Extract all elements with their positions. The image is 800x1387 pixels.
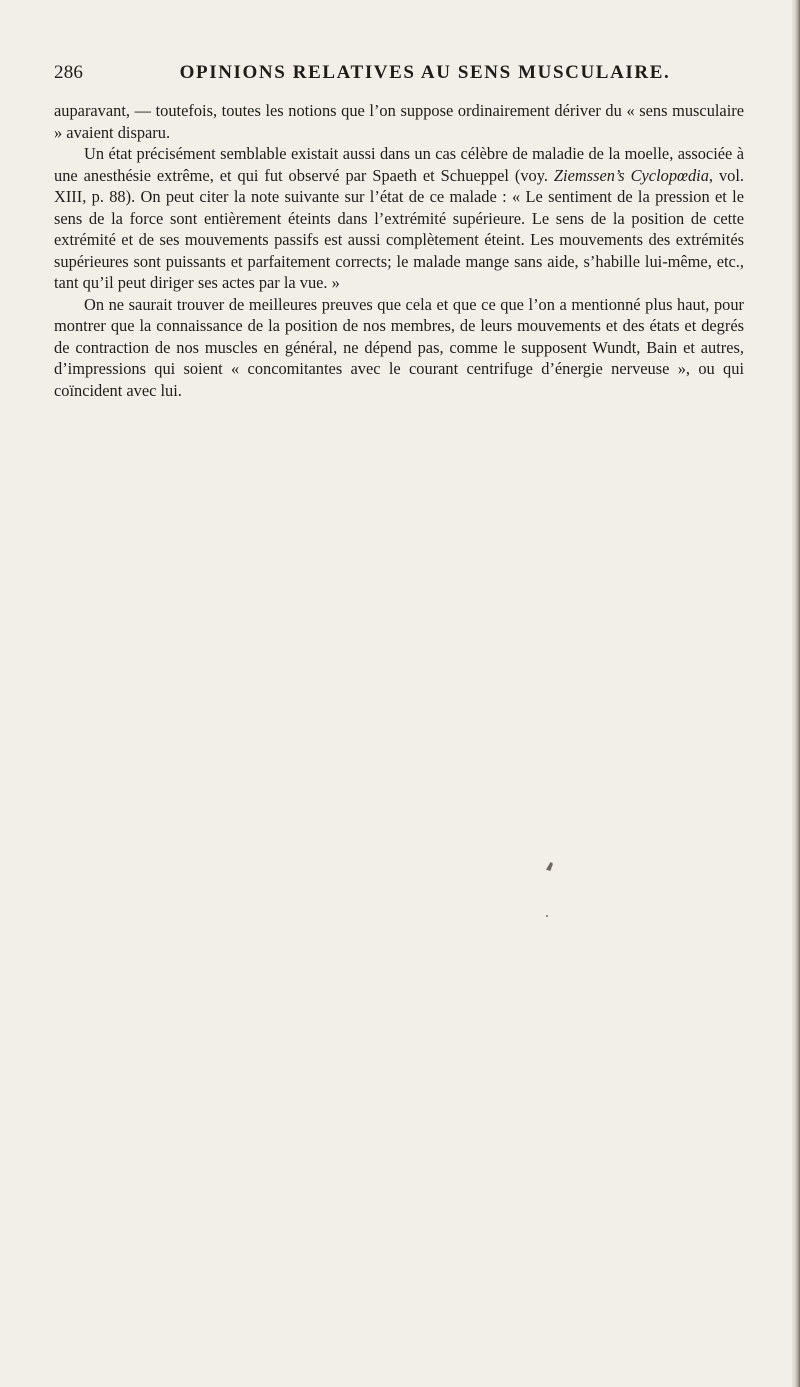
page-number: 286 bbox=[54, 62, 84, 83]
page-edge-shadow bbox=[792, 0, 800, 1387]
running-header bbox=[54, 62, 744, 86]
paragraph-2-before-citation: Un état précisément semblable existait aussi dans un cas célèbre de maladie de la moelle, associée à une anesthésie extrême, et qui fut observé par Spaeth et Schueppel (voy. bbox=[54, 144, 744, 185]
chapter-title: OPINIONS RELATIVES AU SENS MUSCULAIRE. bbox=[179, 62, 671, 83]
paragraph-2-after-citation: , vol. XIII, p. 88). On peut citer la note suivante sur l’état de ce malade : « Le sentiment de la pression et le sens de la force sont entièrement éteints dans l’extrémité supérieure. Le sens de la position de cette extrémité et de ses mouvements passifs est aussi complètement éteint. Les mouvements des extrémités supérieures sont puissants et parfaitement corrects; le malade mange sans aide, s’habille lui-même, etc., tant qu’il peut diriger ses actes par la vue. » bbox=[54, 165, 744, 292]
paper-speck bbox=[546, 915, 548, 917]
ink-mark bbox=[546, 862, 553, 871]
paragraph-1: auparavant, — toutefois, toutes les notions que l’on suppose ordinairement dériver du « sens musculaire » avaient disparu. bbox=[54, 101, 744, 142]
body-text bbox=[54, 100, 744, 401]
citation-title: Ziemssen’s Cyclopœdia bbox=[553, 165, 709, 185]
paragraph-3: On ne saurait trouver de meilleures preuves que cela et que ce que l’on a mentionné plus haut, pour montrer que la connaissance de la position de nos membres, de leurs mouvements et des états et degrés de contraction de nos muscles en général, ne dépend pas, comme le supposent Wundt, Bain et autres, d’impressions qui soient « concomitantes avec le courant centrifuge d’énergie nerveuse », ou qui coïncident avec lui. bbox=[54, 294, 744, 400]
paragraph-2 bbox=[54, 143, 744, 294]
